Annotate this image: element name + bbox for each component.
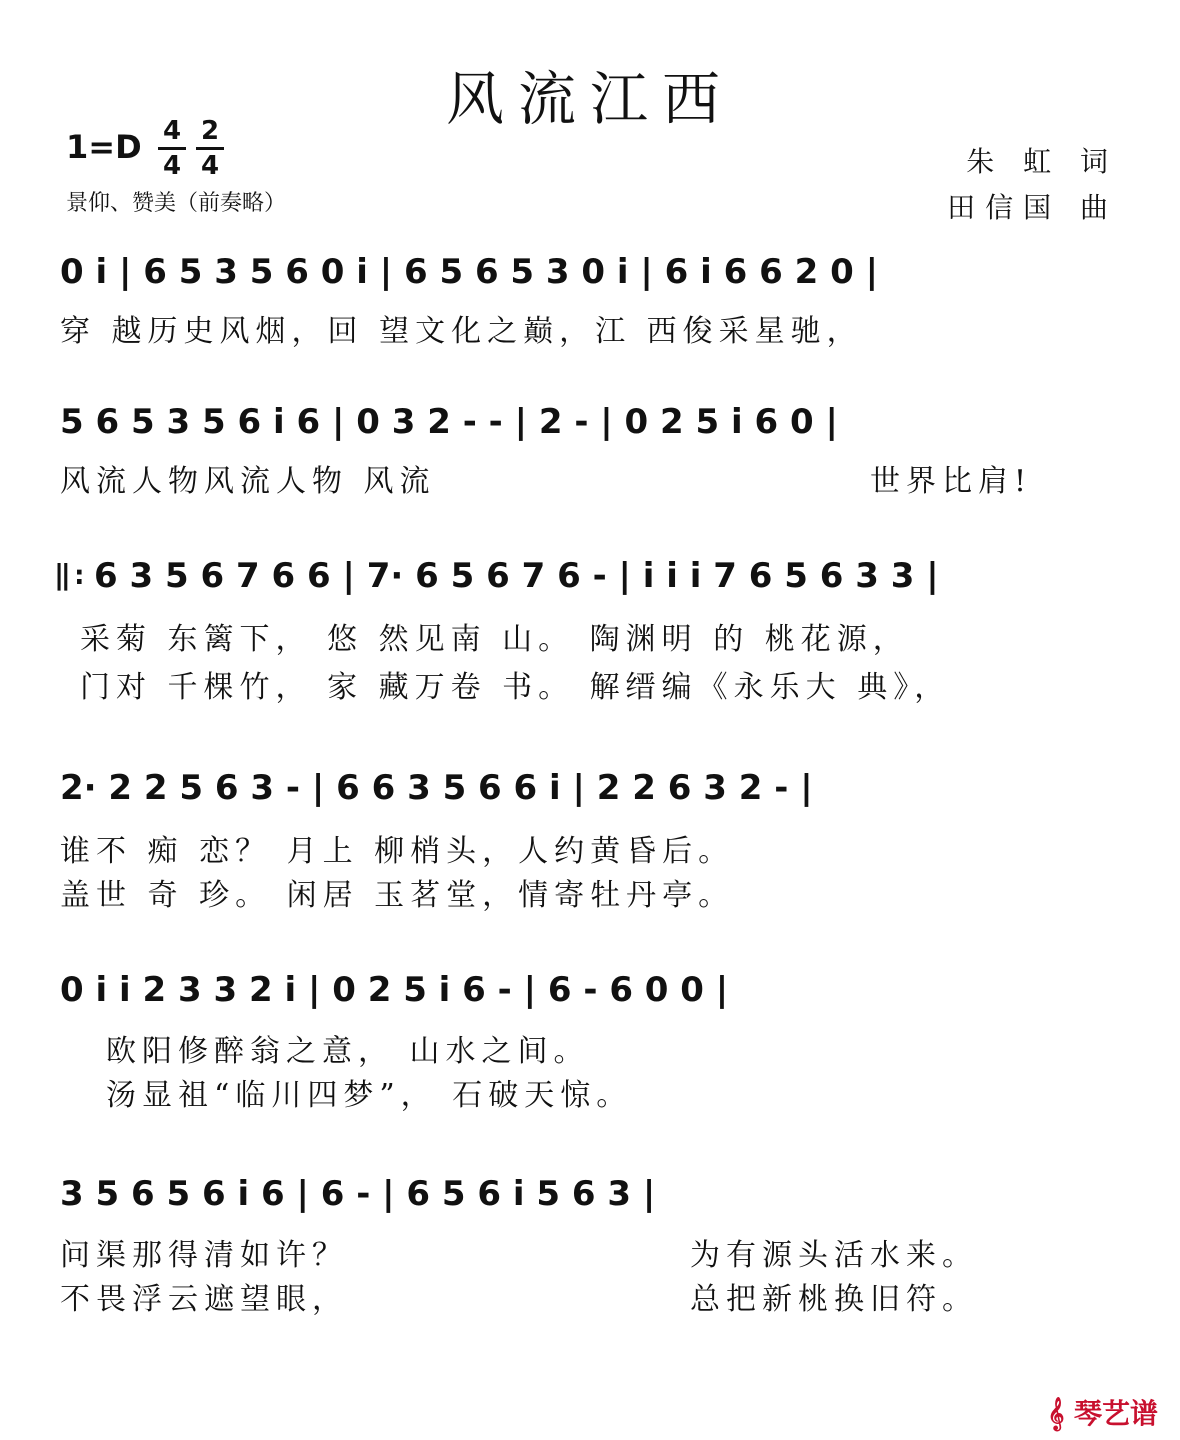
lyric-line: 风流人物风流人物 风流: [60, 464, 436, 499]
lyric-line: 汤显祖“临川四梦”， 石破天惊。: [106, 1078, 633, 1113]
lyric-line: 谁不 痴 恋？ 月上 柳梢头，人约黄昏后。: [60, 834, 735, 869]
lyric-line: 为有源头活水来。: [690, 1238, 978, 1273]
lyric-line: 盖世 奇 珍。 闲居 玉茗堂，情寄牡丹亭。: [60, 878, 735, 913]
score-row-6: [60, 1170, 1130, 1320]
lyric-line: 问渠那得清如许？: [60, 1238, 348, 1273]
score-row-2: [60, 398, 1130, 508]
lyric-line: 穿 越历史风烟，回 望文化之巅，江 西俊采星驰，: [60, 314, 863, 349]
repeat-sign: ‖:: [54, 558, 88, 591]
lyric-line: 采菊 东篱下， 悠 然见南 山。 陶渊明 的 桃花源，: [80, 622, 909, 657]
key-signature: 1=D: [66, 128, 142, 166]
score-row-3: [54, 552, 1130, 705]
lyric-line: 欧阳修醉翁之意， 山水之间。: [106, 1034, 590, 1069]
song-title: 风流江西: [445, 65, 734, 133]
notes-text: 2· 2 2 5 6 3 - | 6 6 3 5 6 6 i | 2 2 6 3 2 - |: [60, 768, 813, 808]
watermark-logo: 𝄞 琴艺谱: [1047, 1397, 1158, 1430]
notes-text: 3 5 6 5 6 i 6 | 6 - | 6 5 6 i 5 6 3 |: [60, 1174, 656, 1214]
time-signature-2: 2 4: [196, 118, 224, 179]
notation-line: [60, 1170, 1130, 1230]
notation-line: [60, 764, 1130, 824]
composer-credit: 田信国 曲: [947, 191, 1118, 224]
lyric-line: 世界比肩!: [870, 464, 1033, 499]
score-row-5: [60, 966, 1130, 1116]
time-signature-1: 4 4: [158, 118, 186, 179]
notation-line: [60, 398, 1130, 458]
notes-text: 5 6 5 3 5 6 i 6 | 0 3 2 - - | 2 - | 0 2 5 i 6 0 |: [60, 402, 838, 442]
notation-line: [60, 248, 1130, 308]
notation-line: [94, 552, 1164, 612]
notes-text: 6 3 5 6 7 6 6 | 7· 6 5 6 7 6 - | i i i 7 6 5 6 3 3 |: [94, 556, 939, 596]
lyric-line: 门对 千棵竹， 家 藏万卷 书。 解缙编《永乐大 典》，: [80, 670, 951, 705]
notation-line: [60, 966, 1130, 1026]
score-row-1: [60, 248, 1130, 358]
lyricist-credit: 朱 虹 词: [966, 145, 1118, 178]
score-row-4: [60, 764, 1130, 914]
logo-mark-icon: 𝄞: [1047, 1397, 1074, 1430]
expression-marking: 景仰、赞美（前奏略）: [66, 191, 287, 216]
lyric-line: 不畏浮云遮望眼，: [60, 1282, 348, 1317]
lyric-line: 总把新桃换旧符。: [690, 1282, 978, 1317]
notes-text: 0 i i 2 3 3 2 i | 0 2 5 i 6 - | 6 - 6 0 0 |: [60, 970, 729, 1010]
notes-text: 0 i | 6 5 3 5 6 0 i | 6 5 6 5 3 0 i | 6 i 6 6 2 0 |: [60, 252, 879, 292]
